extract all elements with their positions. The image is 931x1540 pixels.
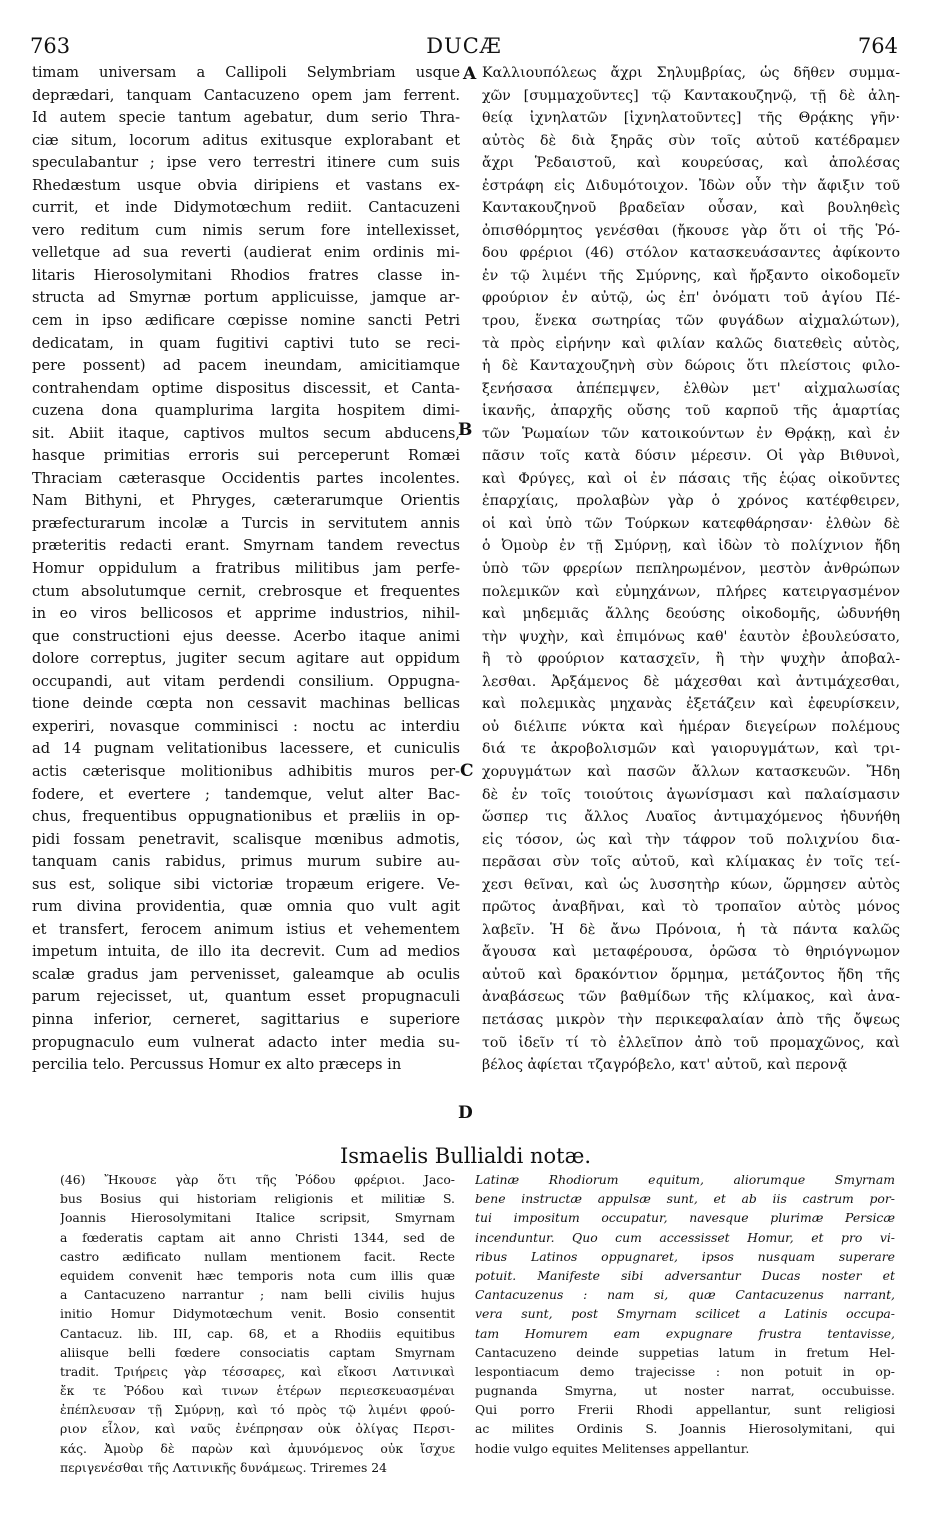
greek-text-line: οὐ διέλιπε νύκτα καὶ ἡμέραν διεγείρων πολέμους xyxy=(482,718,900,735)
greek-text-line: χῶν [συμμαχοῦντες] τῷ Καντακουζηνῷ, τῇ δὲ ἀλη- xyxy=(482,87,900,104)
note-text-line: hodie vulgo equites Melitenses appellantur. xyxy=(475,1440,750,1456)
greek-text-line: χορυγμάτων καὶ πασῶν ἄλλων κατασκευῶν. Ἤδη xyxy=(482,763,900,780)
note-text-line: potuit. Manifeste sibi adversantur Ducas noster et xyxy=(475,1267,895,1283)
latin-text-line: sus est, solique sibi victoriæ tropæum erigere. Ve- xyxy=(32,875,460,893)
latin-text-line: præteritis redacti erant. Smyrnam tandem revectus xyxy=(32,537,460,555)
note-text-line: bene instructæ appulsæ sunt, et ab iis castrum por- xyxy=(475,1191,895,1207)
greek-text-line: πρῶτος ἀναβῆναι, καὶ τὸ τροπαῖον αὐτὸς μόνος xyxy=(482,899,900,916)
latin-text-line: currit, et inde Didymotœchum rediit. Cantacuzeni xyxy=(32,199,460,217)
note-text-line: lespontiacum demo trajecisse : non potuit in op- xyxy=(475,1363,895,1379)
latin-text-line: parum rejecisset, ut, quantum esset propugnaculi xyxy=(32,988,460,1006)
latin-text-line: in eo viros bellicosos et apprime industrios, nihil- xyxy=(32,605,460,623)
greek-text-line: τῶν Ῥωμαίων τῶν κατοικούντων ἐν Θρᾴκῃ, καὶ ἐν xyxy=(482,425,900,442)
greek-text-line: λαβεῖν. Ἡ δὲ ἄνω Πρόνοια, ἡ τὰ πάντα καλῶς xyxy=(482,921,900,938)
margin-marker-a: A xyxy=(463,64,477,84)
greek-text-line: ξενήσασα ἀπέπεμψεν, ἐλθὼν μετ' αἰχμαλωσίας xyxy=(482,380,900,397)
notes-left-column xyxy=(60,1170,455,1477)
greek-text-line: ὑπὸ τῶν φρερίων πεπληρωμένον, μεστὸν ἀνθρώπων xyxy=(482,561,900,578)
greek-text-line: περᾶσαι σὺν τοῖς αὐτοῦ, καὶ κλίμακας ἐν τοῖς τεί- xyxy=(482,854,900,871)
note-text-line: Cantacuz. lib. III, cap. 68, et a Rhodiis equitibus xyxy=(60,1325,455,1341)
latin-text-line: hasque primitias erroris sui perceperunt Romæi xyxy=(32,447,460,465)
latin-text-column xyxy=(32,62,460,1077)
latin-text-line: occupandi, aut vitam perdendi consilium. Oppugna- xyxy=(32,672,460,690)
greek-text-line: τρου, ἕνεκα σωτηρίας τῶν φυγάδων αἰχμαλώτων), xyxy=(482,313,900,330)
latin-text-line: Thraciam cæterasque Occidentis partes incolentes. xyxy=(32,469,460,487)
greek-text-line: Καλλιουπόλεως ἄχρι Σηλυμβρίας, ὡς δῆθεν συμμα- xyxy=(482,65,900,81)
latin-text-line: dedicatam, in quam fugitivi captivi tuto se reci- xyxy=(32,334,460,352)
greek-text-line: διά τε ἀκροβολισμῶν καὶ γαιορυγμάτων, καὶ τρι- xyxy=(482,741,900,758)
note-text-line: bus Bosius qui historiam religionis et militiæ S. xyxy=(60,1191,455,1207)
latin-text-line: timam universam a Callipoli Selymbriam usque xyxy=(32,64,460,81)
note-text-line: tam Homurem eam expugnare frustra tentavisse, xyxy=(475,1325,895,1341)
note-text-line: περιγενέσθαι τῆς Λατινικῆς δυνάμεως. Triremes 24 xyxy=(60,1459,388,1475)
latin-text-line: pere possent) ad pacem ineundam, amicitiamque xyxy=(32,357,460,375)
note-text-line: initio Homur Didymotœchum venit. Bosio consentit xyxy=(60,1306,455,1322)
note-text-line: castro ædificato nullam mentionem facit. Recte xyxy=(60,1248,455,1264)
greek-text-line: τὴν ψυχὴν, καὶ ἐπιμόνως καθ' ἑαυτὸν ἐβουλεύσατο, xyxy=(482,628,900,645)
margin-marker-c: C xyxy=(460,761,474,781)
latin-text-line: impetum intuita, de illo ita decrevit. Cum ad medios xyxy=(32,943,460,961)
latin-text-line: scalæ gradus jam pervenisset, galeamque ab oculis xyxy=(32,965,460,983)
greek-text-line: ὁ Ὀμοὺρ ἐν τῇ Σμύρνῃ, καὶ ἰδὼν τὸ πολίχνιον ἤδη xyxy=(482,538,900,555)
greek-text-line: ὥσπερ τις ἄλλος Λυαῖος ἀντιμαχόμενος ἠδυνήθη xyxy=(482,809,900,826)
greek-text-line: πᾶσιν τοῖς κατὰ δύσιν μέρεσιν. Οἱ γὰρ Βιθυνοὶ, xyxy=(482,448,900,465)
greek-text-line: φρούριον ἐν αὐτῷ, ὡς ἐπ' ὀνόματι τοῦ ἁγίου Πέ- xyxy=(482,290,900,307)
greek-text-line: ἡ δὲ Κανταχουζηνὴ σὺν δώροις ὅτι πλείστοις φιλο- xyxy=(482,358,900,375)
note-text-line: tui impositum occupatur, navesque plurimæ Persicæ xyxy=(475,1210,895,1226)
latin-text-line: propugnaculo eum vulnerat adacto inter media su- xyxy=(32,1033,460,1051)
note-text-line: a Cantacuzeno narrantur ; nam belli civilis hujus xyxy=(60,1287,455,1303)
greek-text-line: καὶ Φρύγες, καὶ οἱ ἐν πάσαις τῆς ἑῴας οἰκοῦντες xyxy=(482,470,900,487)
greek-text-line: λεσθαι. Ἀρξάμενος δὲ μάχεσθαι καὶ ἀντιμάχεσθαι, xyxy=(482,673,900,690)
note-text-line: equidem convenit hæc temporis nota cum illis quæ xyxy=(60,1267,455,1283)
latin-text-line: pinna inferior, cerneret, sagittarius e superiore xyxy=(32,1010,460,1028)
note-text-line: (46) Ἤκουσε γὰρ ὅτι τῆς Ῥόδου φρέριοι. Jaco- xyxy=(60,1172,455,1187)
greek-text-line: ἀναβάσεως τῶν βαθμίδων τῆς κλίμακος, καὶ ἀνα- xyxy=(482,989,900,1006)
latin-text-line: præfecturarum incolæ a Turcis in servitutem annis xyxy=(32,514,460,532)
latin-text-line: ciæ situm, locorum aditus exitusque explorabant et xyxy=(32,131,460,149)
latin-text-line: que constructioni ejus deesse. Acerbo itaque animi xyxy=(32,627,460,645)
latin-text-line: contrahendam optime dispositus discessit, et Canta- xyxy=(32,379,460,397)
note-text-line: aliisque belli fœdere consociatis captam Smyrnam xyxy=(60,1344,455,1360)
latin-text-line: vero reditum cum nimis serum fore intellexisset, xyxy=(32,221,460,239)
note-text-line: ac milites Ordinis S. Joannis Hierosolymitani, qui xyxy=(475,1421,895,1437)
note-text-line: Cantacuzeno deinde suppetias latum in fretum Hel- xyxy=(475,1344,895,1360)
note-text-line: ριον εἷλον, καὶ ναῦς ἐνέπρησαν οὐκ ὀλίγας Περσι- xyxy=(60,1421,455,1437)
latin-text-line: sit. Abiit itaque, captivos multos secum abducens, xyxy=(32,424,460,442)
latin-text-line: experiri, novasque comminisci : noctu ac interdiu xyxy=(32,717,460,735)
greek-text-line: δὲ ἐν τοῖς τοιούτοις ἀγωνίσμασι καὶ παλαίσμασιν xyxy=(482,786,900,803)
latin-text-line: tanquam canis rabidus, primus murum subire au- xyxy=(32,853,460,871)
latin-text-line: percilia telo. Percussus Homur ex alto præceps in xyxy=(32,1056,402,1074)
note-text-line: tradit. Τριήρεις γὰρ τέσσαρες, καὶ εἴκοσι Λατινικαὶ xyxy=(60,1363,455,1379)
greek-text-line: ἢ τὸ φρούριον κατασχεῖν, ἢ τὴν ψυχὴν ἀποβαλ- xyxy=(482,651,900,668)
greek-text-line: ὀπισθόρμητος γενέσθαι (ἤκουσε γὰρ ὅτι οἱ τῆς Ῥό- xyxy=(482,222,900,239)
greek-text-line: ἐστράφη εἰς Διδυμότοιχον. Ἰδὼν οὖν τὴν ἄφιξιν τοῦ xyxy=(482,177,900,194)
latin-text-line: Id autem specie tantum agebatur, dum serio Thra- xyxy=(32,109,460,127)
latin-text-line: structa ad Smyrnæ portum applicuisse, jamque ar- xyxy=(32,289,460,307)
latin-text-line: litaris Hierosolymitani Rhodios fratres classe in- xyxy=(32,266,460,284)
note-text-line: Latinæ Rhodiorum equitum, aliorumque Smyrnam xyxy=(475,1172,895,1187)
latin-text-line: Homur oppidulum a fratribus militibus jam perfe- xyxy=(32,560,460,578)
greek-text-line: τὰ πρὸς εἰρήνην καὶ φιλίαν καλῶς διατεθεὶς αὐτὸς, xyxy=(482,335,900,352)
page-number-left: 763 xyxy=(30,34,71,58)
greek-text-line: δου φρέριοι (46) στόλον κατασκευάσαντες ἀφίκοντο xyxy=(482,245,900,262)
greek-text-line: εἰς τόσον, ὡς καὶ τὴν τάφρον τοῦ πολιχνίου δια- xyxy=(482,831,900,848)
greek-text-line: βέλος ἀφίεται τζαγρόβελο, κατ' αὐτοῦ, καὶ περονᾷ xyxy=(482,1057,848,1074)
latin-text-line: actis cæterisque molitionibus adhibitis muros per- xyxy=(32,762,460,780)
greek-text-line: τοῦ ἰδεῖν τί τὸ ἐλλεῖπον ἀπὸ τοῦ προμαχῶνος, καὶ xyxy=(482,1034,900,1051)
page-number-right: 764 xyxy=(857,34,898,58)
note-text-line: pugnanda Smyrna, ut noster narrat, occubuisse. xyxy=(475,1383,895,1399)
latin-text-line: Rhedæstum usque obvia diripiens et vastans ex- xyxy=(32,176,460,194)
greek-text-line: ἄγουσα καὶ μεταφέρουσα, ὁρῶσα τὸ θηριόγνωμον xyxy=(482,944,900,961)
latin-text-line: chus, frequentibus oppugnationibus et præliis in op- xyxy=(32,808,460,826)
latin-text-line: pidi fossam penetravit, scalisque mœnibus admotis, xyxy=(32,830,460,848)
latin-text-line: velletque ad sua reverti (audierat enim ordinis mi- xyxy=(32,244,460,262)
note-text-line: ἔκ τε Ῥόδου καὶ τινων ἑτέρων περιεσκευασμέναι xyxy=(60,1383,455,1399)
latin-text-line: Nam Bithyni, et Phryges, cæterarumque Orientis xyxy=(32,492,460,510)
latin-text-line: ad 14 pugnam velitationibus lacessere, et cuniculis xyxy=(32,740,460,758)
latin-text-line: fodere, et evertere ; tandemque, velut alter Bac- xyxy=(32,785,460,803)
greek-text-line: Καντακουζηνοῦ βραδεῖαν οὖσαν, καὶ βουληθεὶς xyxy=(482,200,900,217)
latin-text-line: tione deinde cœpta non cessavit machinas bellicas xyxy=(32,695,460,713)
greek-text-line: καὶ μηδεμιᾶς ἄλλης δεούσης οἰκοδομῆς, ὠδυνήθη xyxy=(482,606,900,623)
note-text-line: incenduntur. Quo cum accessisset Homur, et pro vi- xyxy=(475,1229,895,1245)
latin-text-line: cem in ipso ædificare cœpisse nomine sancti Petri xyxy=(32,312,460,330)
greek-text-line: χεσι θεῖναι, καὶ ὡς λυσσητὴρ κύων, ὥρμησεν αὐτὸς xyxy=(482,876,900,893)
greek-text-line: οἱ καὶ ὑπὸ τῶν Τούρκων κατεφθάρησαν· ἐλθὼν δὲ xyxy=(482,515,900,532)
greek-text-column xyxy=(482,62,900,1077)
note-text-line: Joannis Hierosolymitani Italice scripsit, Smyrnam xyxy=(60,1210,455,1226)
latin-text-line: speculabantur ; ipse vero terrestri itinere cum suis xyxy=(32,154,460,172)
note-text-line: Qui porro Frerii Rhodi appellantur, sunt religiosi xyxy=(475,1402,895,1418)
latin-text-line: rum divina providentia, quæ omnia quo vult agit xyxy=(32,898,460,916)
greek-text-line: πολεμικῶν καὶ εὐμηχάνων, πλήρες κατειργασμένον xyxy=(482,583,900,600)
greek-text-line: πετάσας μικρὸν τὴν περικεφαλαίαν ἀπὸ τῆς ὄψεως xyxy=(482,1011,900,1028)
margin-marker-d: D xyxy=(458,1103,473,1123)
note-text-line: ribus Latinos oppugnaret, ipsos nusquam superare xyxy=(475,1248,895,1264)
notes-right-column xyxy=(475,1170,895,1458)
latin-text-line: cuzena dona quamplurima largita hospitem dimi- xyxy=(32,402,460,420)
latin-text-line: dolore correptus, jugiter secum agitare aut oppidum xyxy=(32,650,460,668)
greek-text-line: ἄχρι Ῥεδαιστοῦ, καὶ κουρεύσας, καὶ ἀπολέσας xyxy=(482,155,900,172)
note-text-line: a fœderatis captam ait anno Christi 1344, sed de xyxy=(60,1229,455,1245)
greek-text-line: ἐν τῷ λιμένι τῆς Σμύρνης, καὶ ἤρξαντο οἰκοδομεῖν xyxy=(482,267,900,284)
latin-text-line: deprædari, tanquam Cantacuzeno opem jam ferrent. xyxy=(32,86,460,104)
greek-text-line: αὐτοῦ καὶ δρακόντιον ὅρμημα, μετάζοντος ἤδη τῆς xyxy=(482,966,900,983)
greek-text-line: ἱκανῆς, ἀπαρχῆς οὔσης τοῦ καρποῦ τῆς ἁμαρτίας xyxy=(482,403,900,420)
running-header xyxy=(30,34,898,62)
notes-heading: Ismaelis Bullialdi notæ. xyxy=(339,1144,591,1168)
latin-text-line: et transfert, ferocem animum istius et vehementem xyxy=(32,920,460,938)
latin-text-line: ctum absolutumque cernit, crebrosque et frequentes xyxy=(32,582,460,600)
greek-text-line: καὶ πολεμικὰς μηχανὰς ἐξετάζειν καὶ ἐφευρίσκειν, xyxy=(482,696,900,713)
greek-text-line: θείᾳ ἰχνηλατῶν [ἰχνηλατοῦντες] τῆς Θρᾴκης γῆν· xyxy=(482,110,900,127)
note-text-line: κάς. Ἀμοὺρ δὲ παρὼν καὶ ἀμυνόμενος οὐκ ἴσχυε xyxy=(60,1440,455,1456)
note-text-line: vera sunt, post Smyrnam scilicet a Latinis occupa- xyxy=(475,1306,895,1322)
running-title: DUCÆ xyxy=(426,34,502,58)
margin-marker-b: B xyxy=(458,420,473,440)
note-text-line: ἐπέπλευσαν τῇ Σμύρνῃ, καὶ τό πρὸς τῷ λιμένι φρού- xyxy=(60,1402,455,1418)
greek-text-line: αὐτὸς δὲ διὰ ξηρᾶς σὺν τοῖς αὐτοῦ κατέδραμεν xyxy=(482,132,900,149)
note-text-line: Cantacuzenus : nam si, quæ Cantacuzenus narrant, xyxy=(475,1287,895,1303)
greek-text-line: ἐπαρχίαις, προλαβὼν γὰρ ὁ χρόνος κατέφθειρεν, xyxy=(482,493,900,510)
